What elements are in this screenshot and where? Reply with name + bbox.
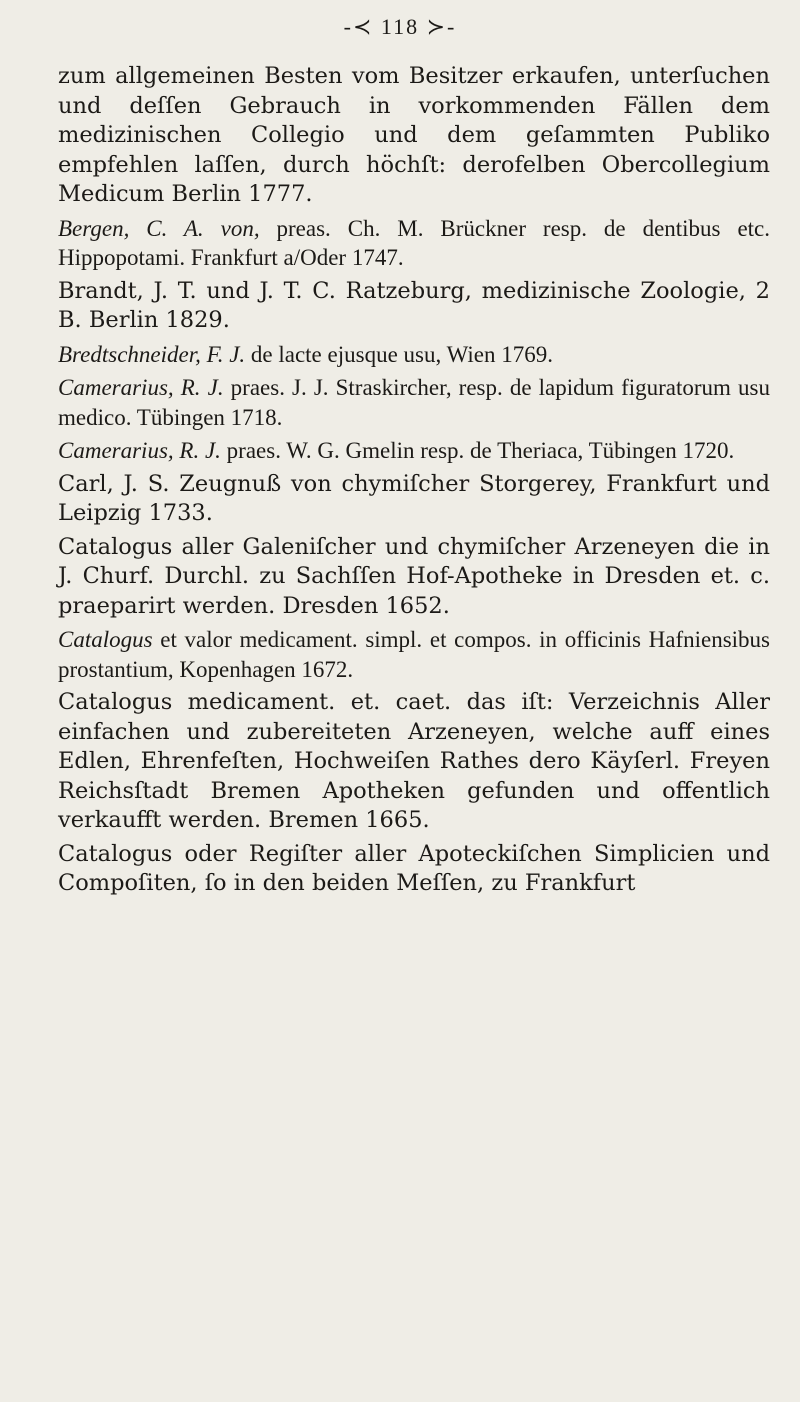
entry-text: zum allgemeinen Besten vom Besitzer erkaufen, unterſuchen und deſſen Gebrauch in vorkommenden Fällen dem medizinischen Collegio und dem geſammten Publiko empfehlen laſſen, durch höchſt: derofelben Obercollegium Medicum Berlin 1777.: [58, 63, 770, 207]
entry-text: de lacte ejusque usu, Wien 1769.: [245, 341, 553, 367]
entry-text: Catalogus aller Galeniſcher und chymiſcher Arzeneyen die in J. Churf. Durchl. zu Sachſſen Hof-Apotheke in Dresden et. c. praeparirt werden. Dresden 1652.: [58, 533, 770, 619]
entry-catalogus-kopenhagen: [58, 625, 770, 684]
page-header: [0, 14, 800, 40]
entry-lead: Camerarius, R. J.: [58, 375, 224, 400]
entry-brandt: [58, 277, 770, 336]
page-body: [58, 62, 770, 903]
entry-text: Catalogus medicament. et. caet. das iſt: Verzeichnis Aller einfachen und zubereiteten Arzeneyen, welche auff eines Edlen, Ehrenfeſten, Hochweiſen Rathes dero Käyſerl. Freyen Reichsſtadt Bremen Apotheken gefunden und offentlich verkaufft werden. Bremen 1665.: [58, 689, 770, 833]
entry-bredtschneider: [58, 340, 770, 370]
entry-carl: [58, 470, 770, 529]
entry-lead: Catalogus: [58, 627, 153, 652]
entry-lead: Bergen, C. A. von,: [58, 215, 260, 241]
entry-lead: Camerarius, R. J.: [58, 438, 221, 463]
header-right-ornament: ≻-: [426, 14, 457, 39]
entry-continuation: [58, 62, 770, 210]
entry-text: Catalogus oder Regiſter aller Apoteckiſchen Simplicien und Compoſiten, ſo in den beiden Meſſen, zu Frankfurt: [58, 840, 770, 896]
entry-catalogus-frankfurt: [58, 840, 770, 899]
entry-bergen: [58, 214, 770, 273]
entry-text: preas. Ch. M. Brückner resp. de dentibus etc. Hippopotami. Frankfurt a/Oder 1747.: [58, 215, 771, 270]
entry-catalogus-bremen: [58, 688, 770, 836]
page-number: 118: [380, 14, 420, 39]
entry-text: et valor medicament. simpl. et compos. in officinis Hafniensibus prostantium, Kopenhagen 1672.: [58, 627, 770, 682]
entry-text: praes. W. G. Gmelin resp. de Theriaca, Tübingen 1720.: [220, 438, 735, 463]
entry-text: Carl, J. S. Zeugnuß von chymiſcher Storgerey, Frankfurt und Leipzig 1733.: [58, 470, 770, 526]
header-left-ornament: -≺: [343, 14, 374, 39]
entry-text: praes. J. J. Straskircher, resp. de lapidum figuratorum usu medico. Tübingen 1718.: [58, 375, 770, 430]
entry-camerarius-1: [58, 373, 770, 432]
entry-lead: Bredtschneider, F. J.: [58, 341, 246, 367]
entry-text: Brandt, J. T. und J. T. C. Ratzeburg, medizinische Zoologie, 2 B. Berlin 1829.: [58, 277, 770, 333]
entry-camerarius-2: [58, 436, 770, 466]
entry-catalogus-dresden: [58, 533, 770, 622]
